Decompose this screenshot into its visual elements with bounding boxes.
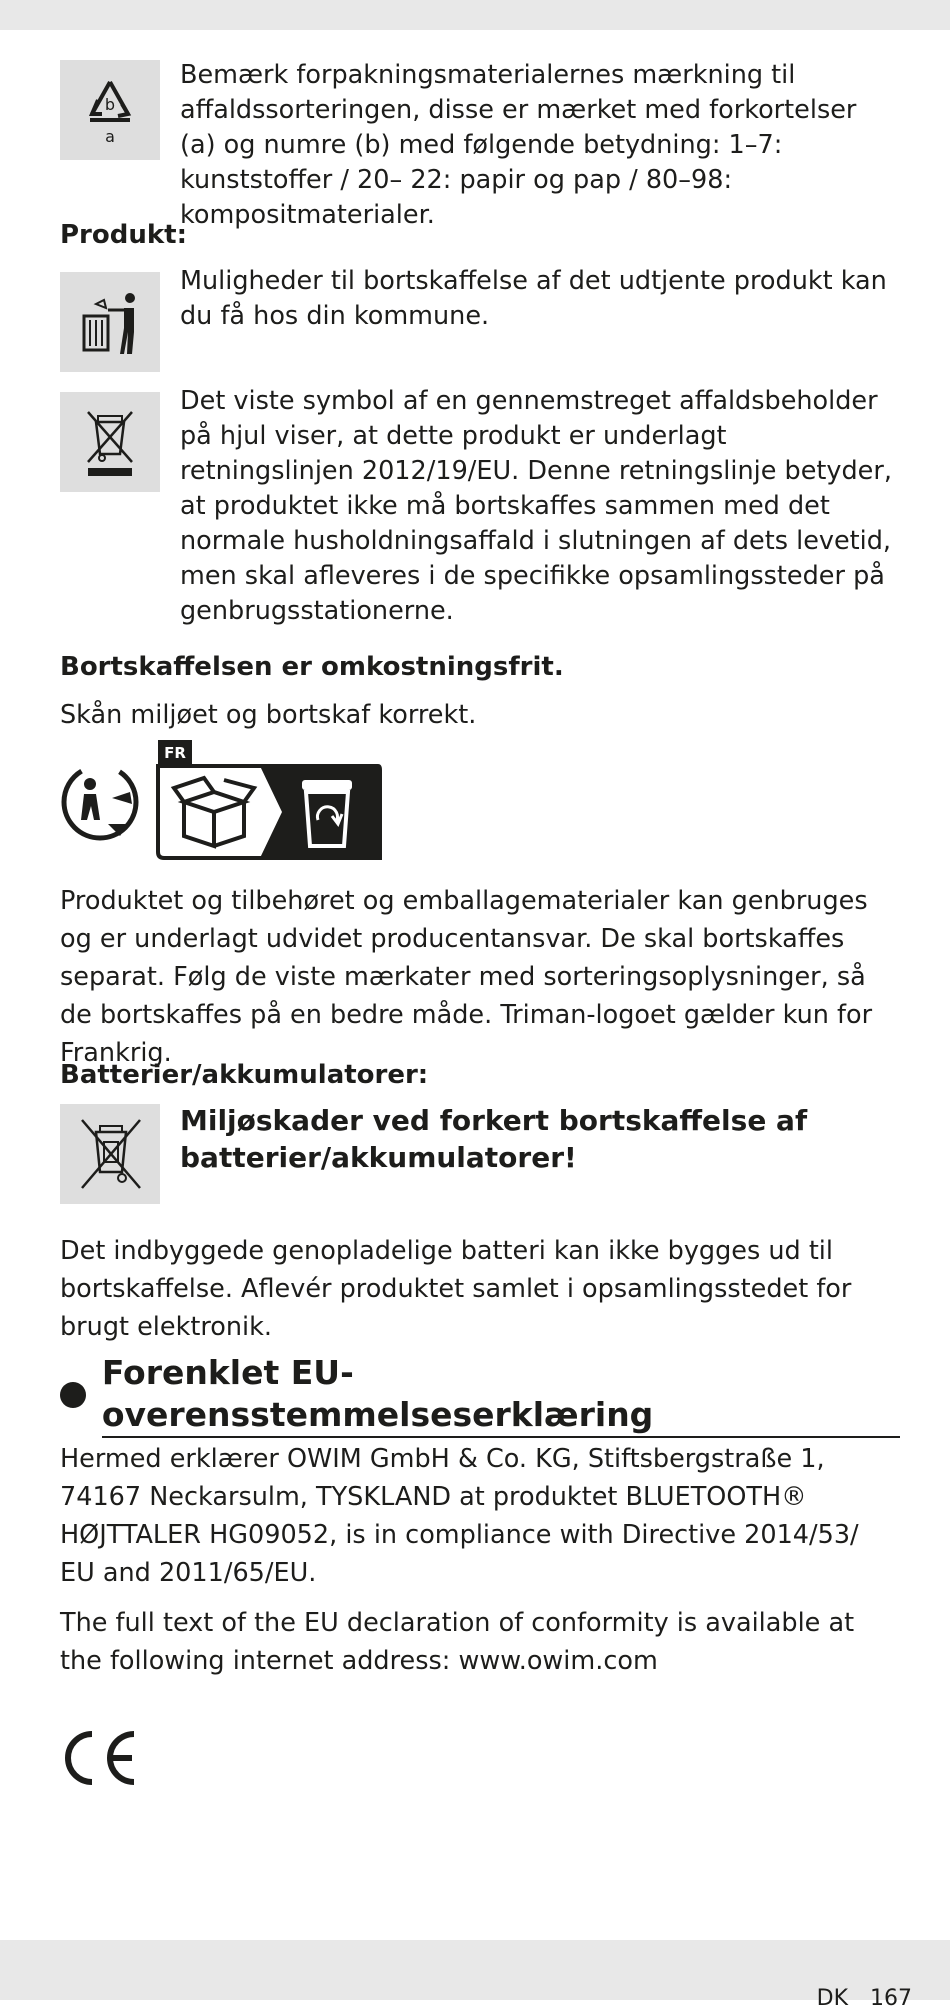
footer-language: DK (816, 1986, 848, 2011)
free-disposal-heading: Bortskaffelsen er omkostningsfrit. (60, 652, 564, 682)
trash-bin-person-icon (60, 272, 160, 372)
environment-note: Skån miljøet og bortskaf korrekt. (60, 700, 477, 730)
packaging-text: Bemærk forpakningsmaterialernes mærkning til affaldssorteringen, disse er mærket med forkortelser (a) og numre (b) med følgende betydning: 1–7: kunststoffer / 20– 22: papir og pap / 80–98: kompositmaterialer. (180, 60, 857, 230)
page-footer (817, 1986, 912, 2011)
batteries-heading: Batterier/akkumulatorer: (60, 1060, 429, 1090)
triman-text: Produktet og tilbehøret og emballagematerialer kan genbruges og er underlagt udvidet producentansvar. De skal bortskaffes separat. Følg de viste mærkater med sorteringsoplysninger, så de bortskaffes på en bedre måde. Triman-logoet gælder kun for Frankrig. (60, 886, 873, 1068)
svg-text:FR: FR (164, 744, 186, 762)
page-number: 167 (870, 1986, 912, 2011)
crossed-out-battery-bin-icon (60, 1104, 160, 1204)
battery-warning: Miljøskader ved forkert bortskaffelse af batterier/akkumulatorer! (180, 1104, 808, 1174)
declaration-para-1: Hermed erklærer OWIM GmbH & Co. KG, Stiftsbergstraße 1, 74167 Neckarsulm, TYSKLAND at produktet BLUETOOTH® HØJTTALER HG09052, is in compliance with Directive 2014/53/ EU and 2011/65/EU. (60, 1444, 859, 1588)
ce-mark (60, 1728, 140, 1788)
declaration-title-row (60, 1353, 900, 1434)
bottom-band (0, 1940, 950, 2000)
product-disposal-text: Muligheder til bortskaffelse af det udtjente produkt kan du få hos din kommune. (180, 266, 887, 331)
svg-text:a: a (105, 127, 115, 146)
declaration-title: Forenklet EU-overensstemmelseserklæring (102, 1352, 900, 1438)
declaration-para-2: The full text of the EU declaration of conformity is available at the following internet address: www.owim.com (60, 1608, 855, 1676)
weee-text: Det viste symbol af en gennemstreget affaldsbeholder på hjul viser, at dette produkt er underlagt retningslinjen 2012/19/EU. Denne retningslinje betyder, at produktet ikke må bortskaffes sammen med det normale husholdningsaffald i slutningen af dets levetid, men skal afleveres i de specifikke opsamlingssteder på genbrugsstationerne. (180, 386, 892, 626)
battery-text: Det indbyggede genopladelige batteri kan ikke bygges ud til bortskaffelse. Aflevér produktet samlet i opsamlingsstedet for brugt elektronik. (60, 1236, 852, 1342)
svg-text:b: b (104, 95, 116, 114)
top-band (0, 0, 950, 30)
recycling-triangle-icon (60, 60, 160, 160)
bullet-icon (60, 1382, 86, 1408)
product-heading: Produkt: (60, 220, 187, 250)
crossed-out-wheelie-bin-icon (60, 392, 160, 492)
triman-logo (60, 740, 390, 870)
